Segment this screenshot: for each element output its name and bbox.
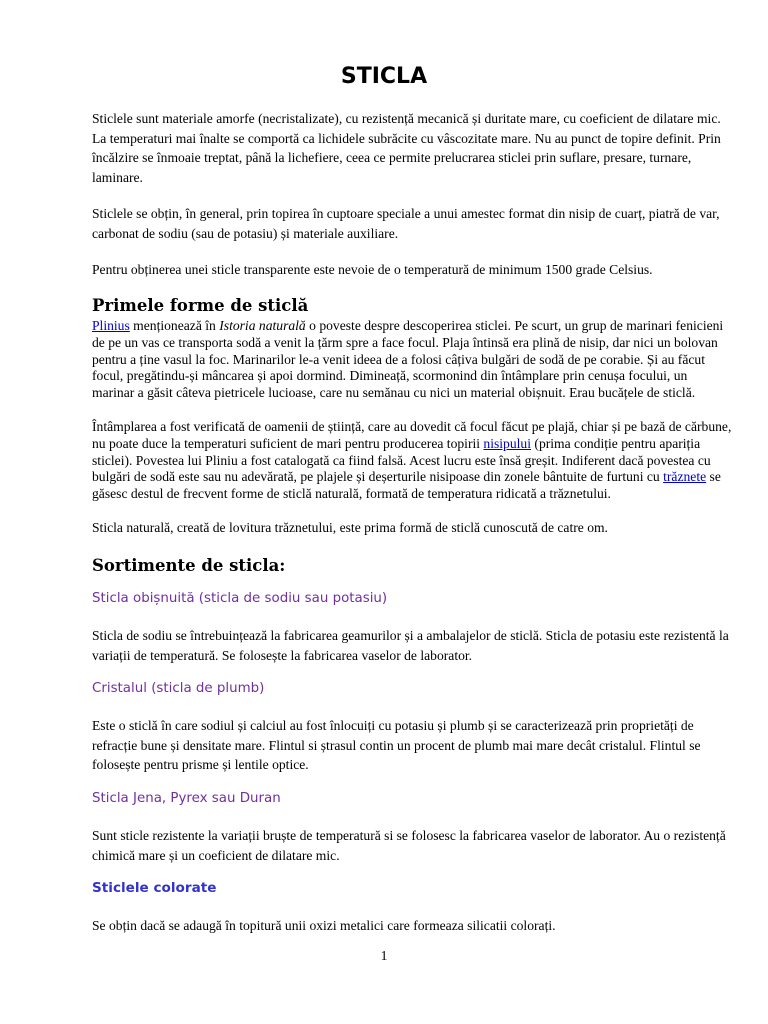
link-traznete[interactable]: trăznete [663, 469, 707, 485]
link-plinius[interactable]: Plinius [92, 318, 130, 333]
text-segment: (prima condiție pentru apariția sticlei). Povestea lui Pliniu a fost catalogată ca fiind falsă. Acest lucru este însă greșit. Indiferent dacă povestea cu bulgări de sodă este sau nu adevărată, pe plajele și deșerturile nisipoase din zonele bântuite de furtuni cu [92, 435, 711, 485]
intro-paragraph-3: Pentru obținerea unei sticle transparente este nevoie de o temperatură de minimum 1500 grade Celsius. [92, 262, 653, 277]
subsection-text-sticla-jena: Sunt sticle rezistente la variații bruște de temperatură si se folosesc la fabricarea vaselor de laborator. Au o rezistență chimică mare și un coeficient de dilatare mic. [92, 828, 726, 863]
subheading-sticla-obisnuita: Sticla obișnuită (sticla de sodiu sau potasiu) [92, 591, 388, 606]
section1-paragraph-2 [92, 419, 732, 503]
text-segment: menționează în [129, 318, 220, 333]
intro-paragraph-2: Sticlele se obțin, în general, prin topirea în cuptoare speciale a unui amestec format din nisip de cuarț, piatră de var, carbonat de sodiu (sau de potasiu) și materiale auxiliare. [92, 206, 720, 241]
text-segment: o poveste despre descoperirea sticlei. Pe scurt, un grup de marinari fenicieni de pe un vas ce transporta sodă a venit la țărm spre a face focul. Plaja întinsă era plină de nisip, dar nici un bolovan pentru a ține vasul la foc. Marinarilor le-a venit ideea de a folosi câțiva bulgări de sodă de pe corabie. Și au făcut focul, pregătindu-și mâncarea și apoi dormind. Dimineață, scormonind din întâmplare prin cenușa focului, un marinar a găsit câteva pietricele lucioase, care nu semănau cu nici un material obișnuit. Erau bucățele de sticlă. [92, 318, 724, 401]
intro-paragraph-1: Sticlele sunt materiale amorfe (necristalizate), cu rezistență mecanică și duritate mare, cu coeficient de dilatare mic. La temperaturi mai înalte se comportă ca lichidele subrăcite cu vâscozitate mare. Nu au punct de topire definit. Prin încălzire se înmoaie treptat, până la lichefiere, ceea ce permite prelucrarea sticlei prin suflare, presare, turnare, laminare. [92, 111, 721, 185]
subheading-sticla-jena: Sticla Jena, Pyrex sau Duran [92, 791, 281, 806]
section1-paragraph-1 [92, 318, 732, 402]
subsection-text-cristalul: Este o sticlă în care sodiul și calciul au fost înlocuiți cu potasiu și plumb și se caracterizează prin proprietăți de refracție bune și densitate mare. Flintul si ștrasul contin un procent de plumb mai mare decât cristalul. Flintul se folosește pentru prisme și lentile optice. [92, 718, 701, 773]
subsection-text-sticla-obisnuita: Sticla de sodiu se întrebuințează la fabricarea geamurilor și a ambalajelor de sticlă. Sticla de potasiu este rezistentă la variații de temperatură. Se folosește la fabricarea vaselor de laborator. [92, 628, 729, 663]
section-heading-primele-forme: Primele forme de sticlă [92, 296, 309, 315]
text-segment: Întâmplarea a fost verificată de oamenii de știință, care au dovedit că focul făcut pe plajă, chiar și pe bază de cărbune, nu poate duce la temperaturi suficient de mari pentru producerea topirii [92, 419, 732, 451]
page-title: STICLA [340, 64, 428, 89]
subsection-text-sticlele-colorate: Se obțin dacă se adaugă în topitură unii oxizi metalici care formeaza silicatii colorați. [92, 918, 556, 933]
subheading-cristalul: Cristalul (sticla de plumb) [92, 681, 265, 696]
page-number: 1 [380, 948, 388, 963]
text-segment: se găsesc destul de frecvent forme de sticlă naturală, formată de temperatura ridicată a trăznetului. [92, 469, 721, 502]
section1-paragraph-3: Sticla naturală, creată de lovitura trăznetului, este prima formă de sticlă cunoscută de catre om. [92, 520, 608, 535]
link-nisipului[interactable]: nisipului [483, 435, 532, 451]
subheading-sticlele-colorate: Sticlele colorate [92, 880, 217, 896]
section-heading-sortimente: Sortimente de sticla: [92, 556, 286, 575]
book-title: Istoria naturală [219, 318, 306, 333]
